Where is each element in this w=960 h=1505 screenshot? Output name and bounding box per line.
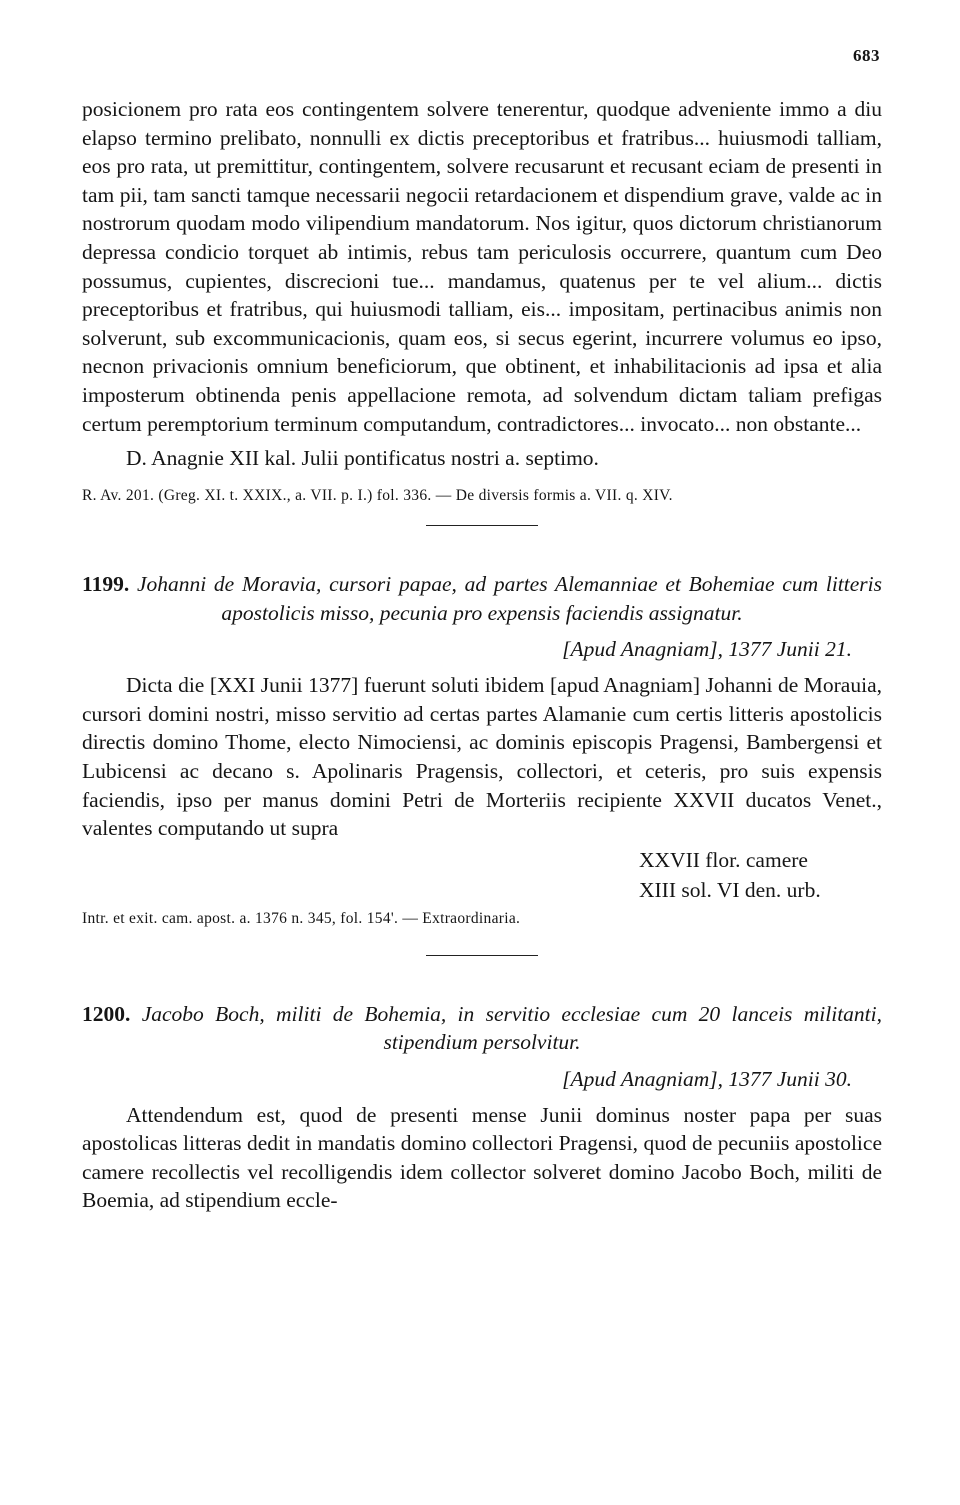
entry-1200-body: Attendendum est, quod de presenti mense Junii dominus noster papa per suas apostolicas litteras dedit in mandatis domino collectori Pragensi, quod de pecuniis apostolice camere recollectis vel recolligendis idem collector solveret domino Jacobo Boch, militi de Boemia, ad stipendium eccle- xyxy=(82,1102,882,1213)
continuation-paragraph: posicionem pro rata eos contingentem solvere tenerentur, quodque adveniente immo a diu elapso termino prelibato, nonnulli ex dictis preceptoribus et fratribus... huiusmodi talliam, eos pro rata, ut premittitur, contingentem, solvere recusarunt et recusant eciam de presenti in tam pii, tam sancti tamque necessarii negocii retardacionem et dispendium grave, valde ac in nostrorum quodam modo vilipendium mandatorum. Nos igitur, quos dictorum christianorum depressa condicio torquet ab intimis, rebus tam periculosis occurrere, quantum cum Deo possumus, cupientes, discrecioni tue... mandamus, quatenus per te vel alium... dictis preceptoribus et fratribus, qui huiusmodi talliam, eis... impositam, pertinacibus animis non solverunt, sub excommunicacionis, quam eos, si secus egerint, incurrere volumus eo ipso, necnon privacionis omnium beneficiorum, que obtinent, et inhabilitacionis ad ipsa et alia imposterum obtinenda penis appellacione remota, ad solvendum dictam taliam prefigas certum peremptorium terminum computandum, contradictores... invocato... non obstante... xyxy=(82,97,882,436)
entry-1199-body: Dicta die [XXI Junii 1377] fuerunt soluti ibidem [apud Anagniam] Johanni de Morauia, cursori domini nostri, misso servitio ad certas partes Alamanie cum certis litteris apostolicis directis domino Thome, electo Nimociensi, ac dominis episcopis Pragensi, Bambergensi et Lubicensi ac decano s. Apolinaris Pragensis, collectori, et ceteris, pro suis expensis faciendis, ipso per manus domini Petri de Morteriis recipiente XXVII ducatos Venet., valentes computando ut supra xyxy=(82,673,882,841)
entry-1199-number: 1199. xyxy=(82,572,130,597)
amount-solidi: XIII sol. VI den. urb. xyxy=(639,877,821,902)
entry-1200-heading xyxy=(82,1000,882,1057)
source-footnote-1198: R. Av. 201. (Greg. XI. t. XXIX., a. VII. p. I.) fol. 336. — De diversis formis a. VII. q. XIV. xyxy=(82,487,673,505)
entry-1199-place-date: [Apud Anagniam], 1377 Junii 21. xyxy=(562,637,852,662)
entry-1200-number: 1200. xyxy=(82,1001,131,1026)
section-divider xyxy=(426,525,538,526)
section-divider xyxy=(426,955,538,956)
entry-1200-title: Jacobo Boch, militi de Bohemia, in servitio ecclesiae cum 20 lanceis militanti, stipendium persolvitur. xyxy=(141,1001,883,1055)
entry-1199-title: Johanni de Moravia, cursori papae, ad partes Alemanniae et Bohemiae cum litteris apostolicis misso, pecunia pro expensis faciendis assignatur. xyxy=(136,572,882,625)
entry-1199-amounts xyxy=(639,845,882,905)
entry-1200-place-date: [Apud Anagniam], 1377 Junii 30. xyxy=(562,1066,852,1091)
page-number: 683 xyxy=(853,46,880,65)
entry-1199-footnote: Intr. et exit. cam. apost. a. 1376 n. 345, fol. 154'. — Extraordinaria. xyxy=(82,909,521,927)
entry-1199-heading xyxy=(82,570,882,627)
document-date-line: D. Anagnie XII kal. Julii pontificatus nostri a. septimo. xyxy=(126,446,599,471)
page-body xyxy=(82,40,882,1215)
amount-florins: XXVII flor. camere xyxy=(639,847,808,872)
